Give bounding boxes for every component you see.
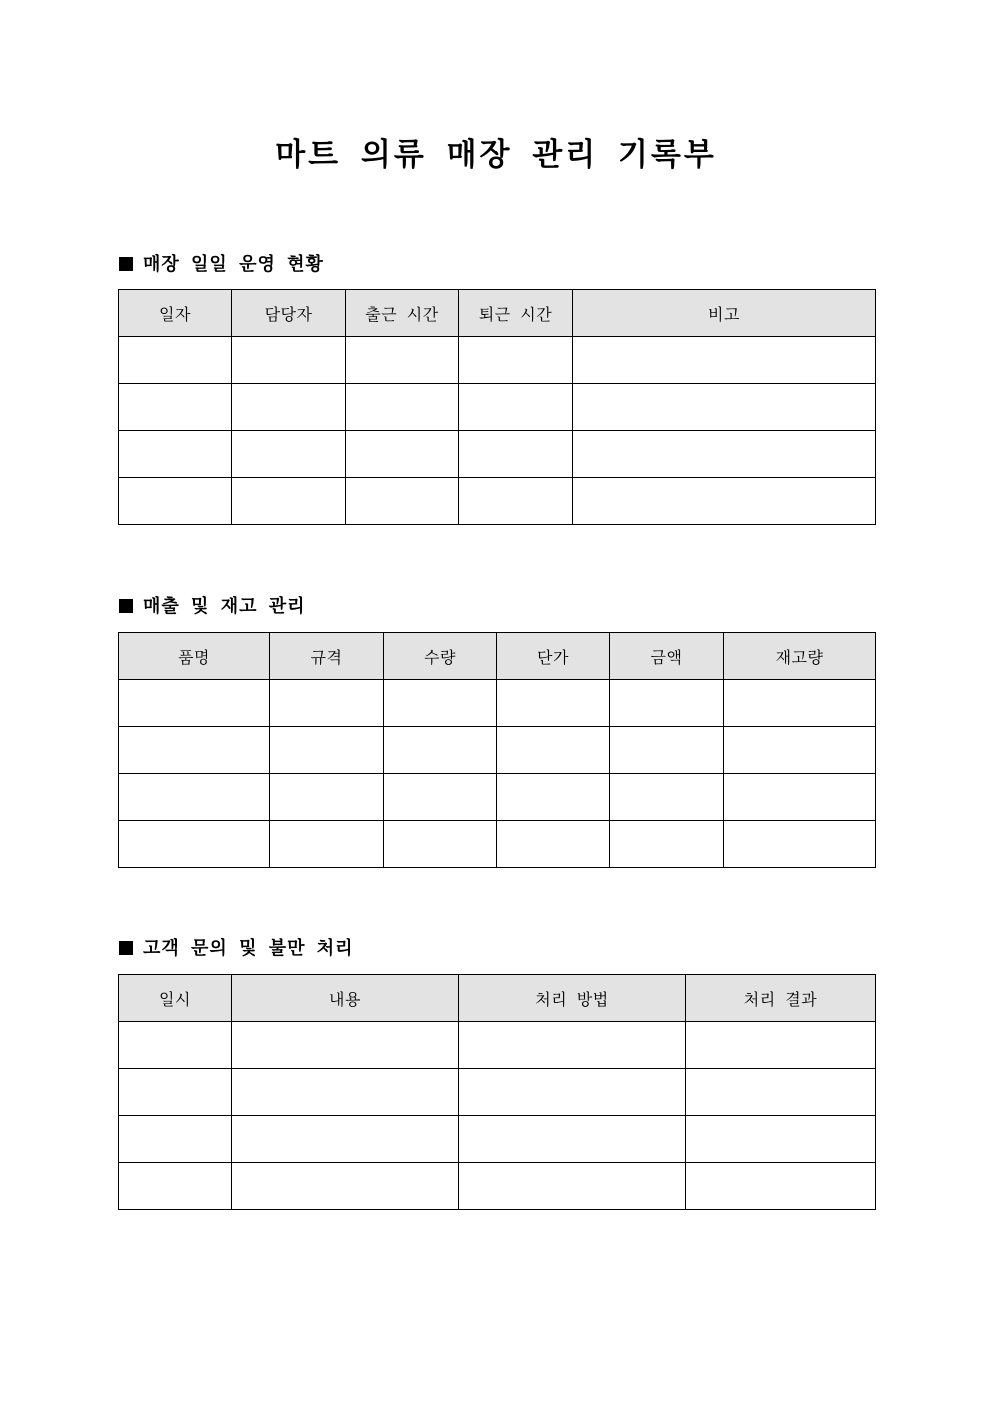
table-cell[interactable]	[459, 1163, 686, 1210]
column-header: 처리 방법	[459, 975, 686, 1022]
table-cell[interactable]	[119, 1116, 232, 1163]
table-cell[interactable]	[686, 1069, 876, 1116]
table-cell[interactable]	[724, 727, 876, 774]
column-header: 단가	[497, 633, 610, 680]
table-row	[119, 1022, 876, 1069]
table-cell[interactable]	[232, 1116, 459, 1163]
column-header: 내용	[232, 975, 459, 1022]
table-cell[interactable]	[384, 680, 497, 727]
table-cell[interactable]	[459, 431, 573, 478]
table-cell[interactable]	[497, 774, 610, 821]
column-header: 출근 시간	[346, 290, 459, 337]
column-header: 일시	[119, 975, 232, 1022]
column-header: 규격	[270, 633, 384, 680]
table-row	[119, 431, 876, 478]
table-cell[interactable]	[384, 774, 497, 821]
table-cell[interactable]	[232, 1022, 459, 1069]
table-row	[119, 727, 876, 774]
table-cell[interactable]	[232, 1069, 459, 1116]
table-cell[interactable]	[119, 774, 270, 821]
table-cell[interactable]	[119, 431, 232, 478]
table-header-row	[119, 975, 876, 1022]
section-heading-text: 고객 문의 및 불만 처리	[143, 938, 354, 959]
table-cell[interactable]	[573, 431, 876, 478]
table-cell[interactable]	[119, 384, 232, 431]
table-cell[interactable]	[497, 727, 610, 774]
column-header: 처리 결과	[686, 975, 876, 1022]
table-cell[interactable]	[270, 774, 384, 821]
table-cell[interactable]	[232, 337, 346, 384]
table-row	[119, 821, 876, 868]
table-cell[interactable]	[686, 1022, 876, 1069]
table-cell[interactable]	[346, 478, 459, 525]
table-cell[interactable]	[497, 821, 610, 868]
sales-inventory-table	[118, 632, 876, 868]
section-heading-sales-inventory	[119, 593, 306, 621]
table-row	[119, 478, 876, 525]
table-cell[interactable]	[459, 1022, 686, 1069]
table-row	[119, 337, 876, 384]
table-cell[interactable]	[270, 821, 384, 868]
section-heading-text: 매장 일일 운영 현황	[143, 254, 324, 275]
column-header: 비고	[573, 290, 876, 337]
table-cell[interactable]	[119, 1022, 232, 1069]
table-row	[119, 680, 876, 727]
table-cell[interactable]	[119, 337, 232, 384]
table-cell[interactable]	[610, 680, 724, 727]
table-cell[interactable]	[119, 680, 270, 727]
table-cell[interactable]	[573, 384, 876, 431]
table-cell[interactable]	[724, 821, 876, 868]
table-cell[interactable]	[724, 680, 876, 727]
daily-operation-table	[118, 289, 876, 525]
section-heading-text: 매출 및 재고 관리	[143, 596, 306, 617]
table-cell[interactable]	[459, 384, 573, 431]
table-cell[interactable]	[119, 727, 270, 774]
table-row	[119, 774, 876, 821]
table-cell[interactable]	[724, 774, 876, 821]
table-cell[interactable]	[610, 821, 724, 868]
column-header: 퇴근 시간	[459, 290, 573, 337]
table-cell[interactable]	[686, 1116, 876, 1163]
table-cell[interactable]	[346, 431, 459, 478]
square-bullet-icon	[119, 257, 133, 271]
table-row	[119, 1163, 876, 1210]
column-header: 품명	[119, 633, 270, 680]
table-header-row	[119, 290, 876, 337]
table-cell[interactable]	[459, 1069, 686, 1116]
table-row	[119, 1116, 876, 1163]
table-cell[interactable]	[384, 821, 497, 868]
table-cell[interactable]	[459, 1116, 686, 1163]
table-cell[interactable]	[119, 478, 232, 525]
section-heading-daily-operation	[119, 251, 324, 279]
table-cell[interactable]	[573, 337, 876, 384]
table-cell[interactable]	[270, 727, 384, 774]
table-cell[interactable]	[686, 1163, 876, 1210]
table-cell[interactable]	[497, 680, 610, 727]
table-cell[interactable]	[610, 727, 724, 774]
table-cell[interactable]	[119, 1163, 232, 1210]
section-heading-customer-inquiry	[119, 935, 354, 963]
table-cell[interactable]	[119, 821, 270, 868]
column-header: 금액	[610, 633, 724, 680]
table-cell[interactable]	[346, 337, 459, 384]
table-cell[interactable]	[610, 774, 724, 821]
table-cell[interactable]	[119, 1069, 232, 1116]
table-cell[interactable]	[270, 680, 384, 727]
table-cell[interactable]	[232, 431, 346, 478]
table-cell[interactable]	[459, 478, 573, 525]
table-cell[interactable]	[459, 337, 573, 384]
table-cell[interactable]	[232, 384, 346, 431]
column-header: 담당자	[232, 290, 346, 337]
table-header-row	[119, 633, 876, 680]
page-title: 마트 의류 매장 관리 기록부	[275, 137, 717, 173]
customer-inquiry-table	[118, 974, 876, 1210]
table-row	[119, 1069, 876, 1116]
column-header: 일자	[119, 290, 232, 337]
table-cell[interactable]	[232, 1163, 459, 1210]
square-bullet-icon	[119, 599, 133, 613]
table-cell[interactable]	[346, 384, 459, 431]
table-cell[interactable]	[573, 478, 876, 525]
column-header: 재고량	[724, 633, 876, 680]
table-cell[interactable]	[232, 478, 346, 525]
column-header: 수량	[384, 633, 497, 680]
table-row	[119, 384, 876, 431]
table-cell[interactable]	[384, 727, 497, 774]
square-bullet-icon	[119, 941, 133, 955]
